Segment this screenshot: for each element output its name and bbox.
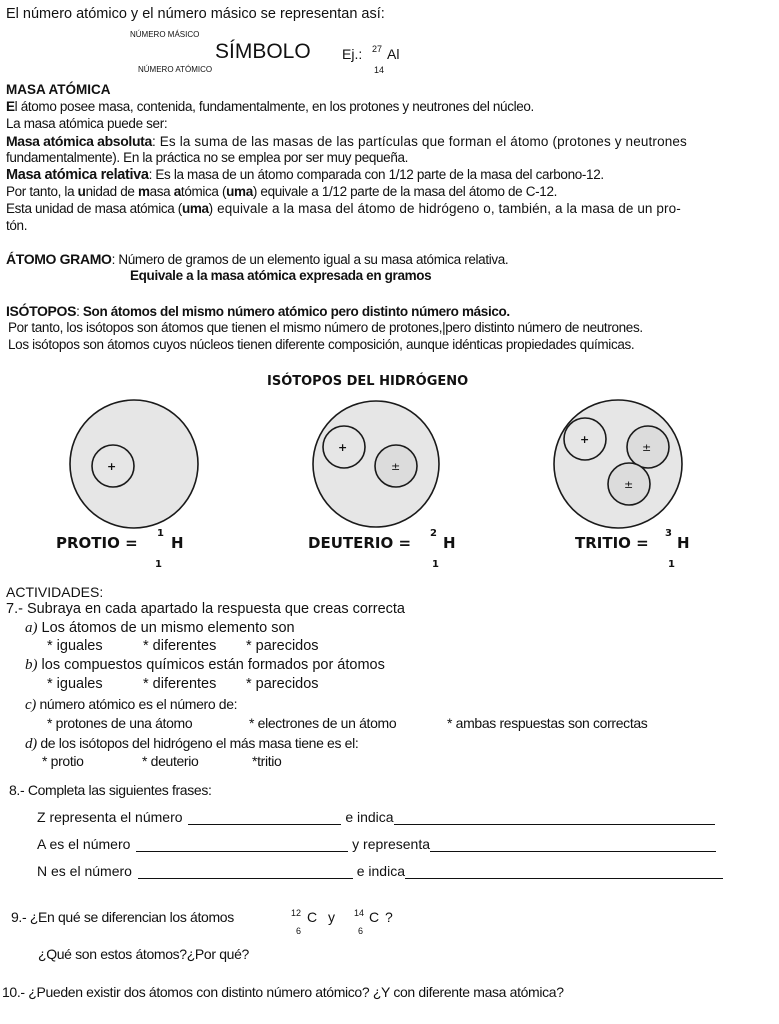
deuterio-mass: 2 [430, 528, 437, 539]
atomo-gramo-equivale: Equivale a la masa atómica expresada en gramos [130, 268, 432, 283]
q9-atom1-symbol: C [307, 909, 318, 925]
q7c-letter: c) [25, 697, 36, 713]
example-prefix: Ej.: [342, 46, 363, 62]
q9-atom1-mass: 12 [291, 908, 302, 918]
fill-blank-n-indica[interactable] [405, 864, 723, 879]
option-diferentes[interactable]: * diferentes [143, 638, 217, 654]
protio-mass: 1 [157, 528, 164, 539]
tritio-atomic: 1 [668, 559, 675, 570]
isotopos-term: ISÓTOPOS [6, 303, 77, 319]
deuterio-atom-icon [313, 401, 439, 527]
option-ambas[interactable]: * ambas respuestas son correctas [447, 715, 648, 731]
q8-row-z-middle: e indica [345, 809, 394, 825]
svg-text:+: + [107, 460, 117, 473]
intro-text: El número atómico y el número másico se representan así: [6, 6, 385, 22]
q9-atom1-atomic: 6 [296, 926, 302, 936]
isotopos-line3: Los isótopos son átomos cuyos núcleos tienen diferente composición, aunque idénticas propiedades químicas. [8, 337, 635, 352]
line1-rest: l átomo posee masa, contenida, fundamentalmente, en los protones y neutrones del núcleo. [14, 99, 534, 114]
q9-atom2-symbol: C [369, 909, 380, 925]
q7d-options [42, 753, 281, 769]
text: ) equivale a 1/12 parte de la masa del átomo de C-12. [252, 184, 558, 199]
atomic-number-label: NÚMERO ATÓMICO [138, 65, 213, 74]
bold-letter: a [173, 184, 181, 199]
protio-atom-icon [70, 400, 198, 528]
example-mass-number: 27 [372, 44, 383, 54]
text: Esta unidad de masa atómica ( [6, 201, 182, 216]
q8-title: 8.- Completa las siguientes frases: [9, 782, 212, 798]
absoluta-def: : Es la suma de las masas de las partículas que forman el átomo (protones y neutrones [151, 134, 687, 149]
fill-blank-z-number[interactable] [188, 810, 341, 825]
q7b-letter: b) [25, 657, 38, 673]
text: Por tanto, la [6, 184, 78, 199]
q8-row-n-middle: e indica [356, 863, 405, 879]
isotopos-def: Son átomos del mismo número atómico pero distinto número másico. [82, 304, 510, 319]
fill-blank-z-indica[interactable] [394, 810, 715, 825]
mass-number-label: NÚMERO MÁSICO [130, 30, 200, 39]
bold-letter: m [137, 184, 150, 199]
q8-row-z-start: Z representa el número [37, 809, 183, 825]
q7b-options [47, 676, 319, 692]
q7b-text: los compuestos químicos están formados por átomos [41, 657, 385, 673]
symbol-label: SÍMBOLO [215, 40, 311, 63]
q7c [25, 696, 237, 714]
q8-row-a-start: A es el número [37, 836, 131, 852]
option-parecidos[interactable]: * parecidos [246, 676, 319, 692]
q8-row-a [37, 836, 716, 852]
q7d-letter: d) [25, 736, 37, 752]
uma-line2-cont: tón. [6, 218, 28, 233]
tritio-mass: 3 [665, 528, 672, 539]
masa-atomica-line2: La masa atómica puede ser: [6, 116, 168, 131]
atomo-gramo-term: ÁTOMO GRAMO [6, 251, 112, 267]
q8-row-a-middle: y representa [352, 836, 430, 852]
tritio-label: TRITIO = [575, 534, 649, 552]
q9-suffix: ? [385, 909, 393, 925]
masa-absoluta-line2: fundamentalmente). En la práctica no se emplea por ser muy pequeña. [6, 150, 409, 165]
deuterio-atomic: 1 [432, 559, 439, 570]
dropcap: E [6, 99, 15, 114]
example-atomic-number: 14 [374, 65, 385, 75]
uma-bold: uma [181, 201, 209, 216]
option-deuterio[interactable]: * deuterio [142, 753, 199, 769]
example-symbol: Al [387, 46, 400, 62]
q7a-text: Los átomos de un mismo elemento son [41, 620, 295, 636]
deuterio-label: DEUTERIO = [308, 534, 412, 552]
protio-label: PROTIO = [56, 534, 138, 552]
q7a-options [47, 638, 319, 654]
bold-letter: u [77, 184, 86, 199]
tritio-symbol: H [677, 534, 690, 552]
svg-text:+: + [338, 441, 348, 454]
svg-text:±: ± [624, 478, 634, 491]
q10-text: 10.- ¿Pueden existir dos átomos con distinto número atómico? ¿Y con diferente masa atómica? [2, 984, 564, 1000]
svg-text:+: + [580, 433, 590, 446]
isotopos-line2: Por tanto, los isótopos son átomos que tienen el mismo número de protones,|pero distinto número de neutrones. [8, 320, 643, 335]
q9-atom2-mass: 14 [354, 908, 365, 918]
deuterio-symbol: H [443, 534, 456, 552]
q9-prefix: 9.- ¿En qué se diferencian los átomos [11, 909, 234, 925]
actividades-heading: ACTIVIDADES: [6, 584, 104, 600]
text: asa [149, 184, 174, 199]
q9-joiner: y [328, 909, 335, 925]
absoluta-term: Masa atómica absoluta [6, 133, 152, 149]
q7b [25, 657, 385, 674]
text: tómica ( [180, 184, 227, 199]
masa-atomica-heading: MASA ATÓMICA [6, 82, 111, 97]
option-iguales[interactable]: * iguales [47, 638, 103, 654]
diagram-title: ISÓTOPOS DEL HIDRÓGENO [267, 374, 469, 389]
q7c-options [47, 715, 647, 731]
option-protones[interactable]: * protones de una átomo [47, 715, 193, 731]
uma-bold: uma [226, 184, 253, 199]
q9-followup: ¿Qué son estos átomos?¿Por qué? [38, 946, 249, 962]
q7a-letter: a) [25, 620, 38, 636]
protio-symbol: H [171, 534, 184, 552]
svg-text:±: ± [391, 460, 401, 473]
fill-blank-n-number[interactable] [138, 864, 353, 879]
q9-atom2-atomic: 6 [358, 926, 364, 936]
q7d-text: de los isótopos del hidrógeno el más masa tiene es el: [40, 735, 359, 751]
protio-atomic: 1 [155, 559, 162, 570]
option-electrones[interactable]: * electrones de un átomo [249, 715, 397, 731]
option-iguales[interactable]: * iguales [47, 676, 103, 692]
text: nidad de [85, 184, 138, 199]
option-parecidos[interactable]: * parecidos [246, 638, 319, 654]
option-protio[interactable]: * protio [42, 753, 84, 769]
relativa-term: Masa atómica relativa [6, 167, 149, 183]
fill-blank-a-number[interactable] [136, 837, 348, 852]
text: ) equivale a la masa del átomo de hidrógeno o, también, a la masa de un pro- [208, 201, 681, 216]
q7d [25, 735, 358, 753]
option-diferentes[interactable]: * diferentes [143, 676, 217, 692]
q7a [25, 620, 295, 637]
q7-title: 7.- Subraya en cada apartado la respuesta que creas correcta [6, 601, 405, 617]
atomo-gramo-def: : Número de gramos de un elemento igual a su masa atómica relativa. [111, 252, 509, 267]
q8-row-n-start: N es el número [37, 863, 132, 879]
tritio-atom-icon [554, 400, 682, 528]
colon: : [76, 304, 83, 319]
q8-row-z [37, 809, 715, 825]
option-tritio[interactable]: *tritio [252, 753, 282, 769]
q7c-text: número atómico es el número de: [39, 696, 238, 712]
q8-row-n [37, 863, 723, 879]
fill-blank-a-representa[interactable] [430, 837, 716, 852]
svg-text:±: ± [642, 441, 652, 454]
relativa-def: : Es la masa de un átomo comparada con 1/12 parte de la masa del carbono-12. [148, 167, 604, 182]
